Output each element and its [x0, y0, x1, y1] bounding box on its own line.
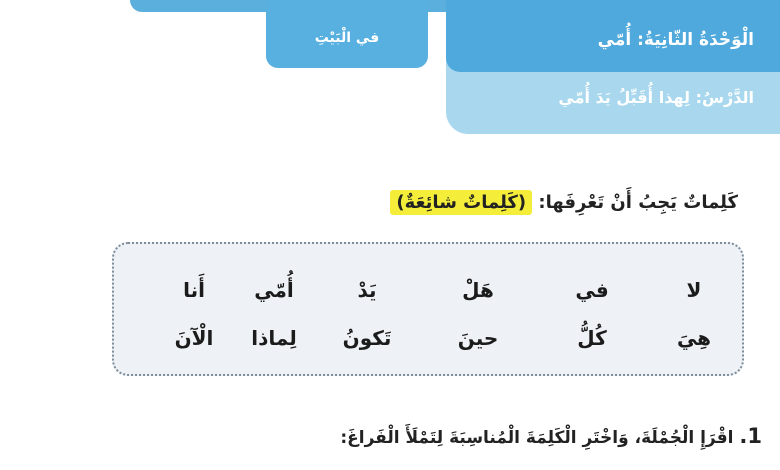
- word-item: أَنا: [183, 278, 205, 302]
- word-item: لا: [686, 278, 702, 302]
- exercise-text: اقْرَإِ الْجُمْلَةَ، وَاخْتَرِ الْكَلِمَةَ الْمُناسِبَةَ لِتَمْلَأَ الْفَراغَ:: [340, 428, 734, 448]
- word-item: يَدْ: [357, 278, 377, 302]
- word-item: الْآنَ: [174, 326, 214, 350]
- word-item: كُلُّ: [577, 326, 607, 350]
- word-item: لِماذا: [251, 326, 297, 350]
- word-item: هِيَ: [676, 326, 712, 350]
- word-item: هَلْ: [462, 278, 494, 302]
- common-words-box: [112, 242, 744, 376]
- topic-tab[interactable]: [266, 0, 428, 68]
- heading-text: كَلِماتٌ يَجِبُ أَنْ تَعْرِفَها:: [538, 192, 738, 213]
- exercise-instruction: [202, 424, 762, 448]
- word-item: أُمّي: [254, 278, 294, 302]
- unit-header: [446, 0, 780, 72]
- lesson-title: الدَّرْسُ: لِهذا أُقَبِّلُ يَدَ أُمّي: [558, 88, 754, 107]
- exercise-number: 1.: [739, 424, 762, 448]
- unit-title: الْوَحْدَةُ الثّانِيَةُ: أُمّي: [597, 30, 754, 50]
- section-heading: [238, 192, 738, 213]
- heading-highlight: (كَلِماتٌ شائِعَةٌ): [390, 190, 532, 215]
- topic-tab-label: في الْبَيْتِ: [314, 30, 380, 46]
- word-item: تَكونُ: [342, 326, 392, 350]
- word-item: في: [575, 278, 609, 302]
- word-item: حينَ: [457, 326, 499, 350]
